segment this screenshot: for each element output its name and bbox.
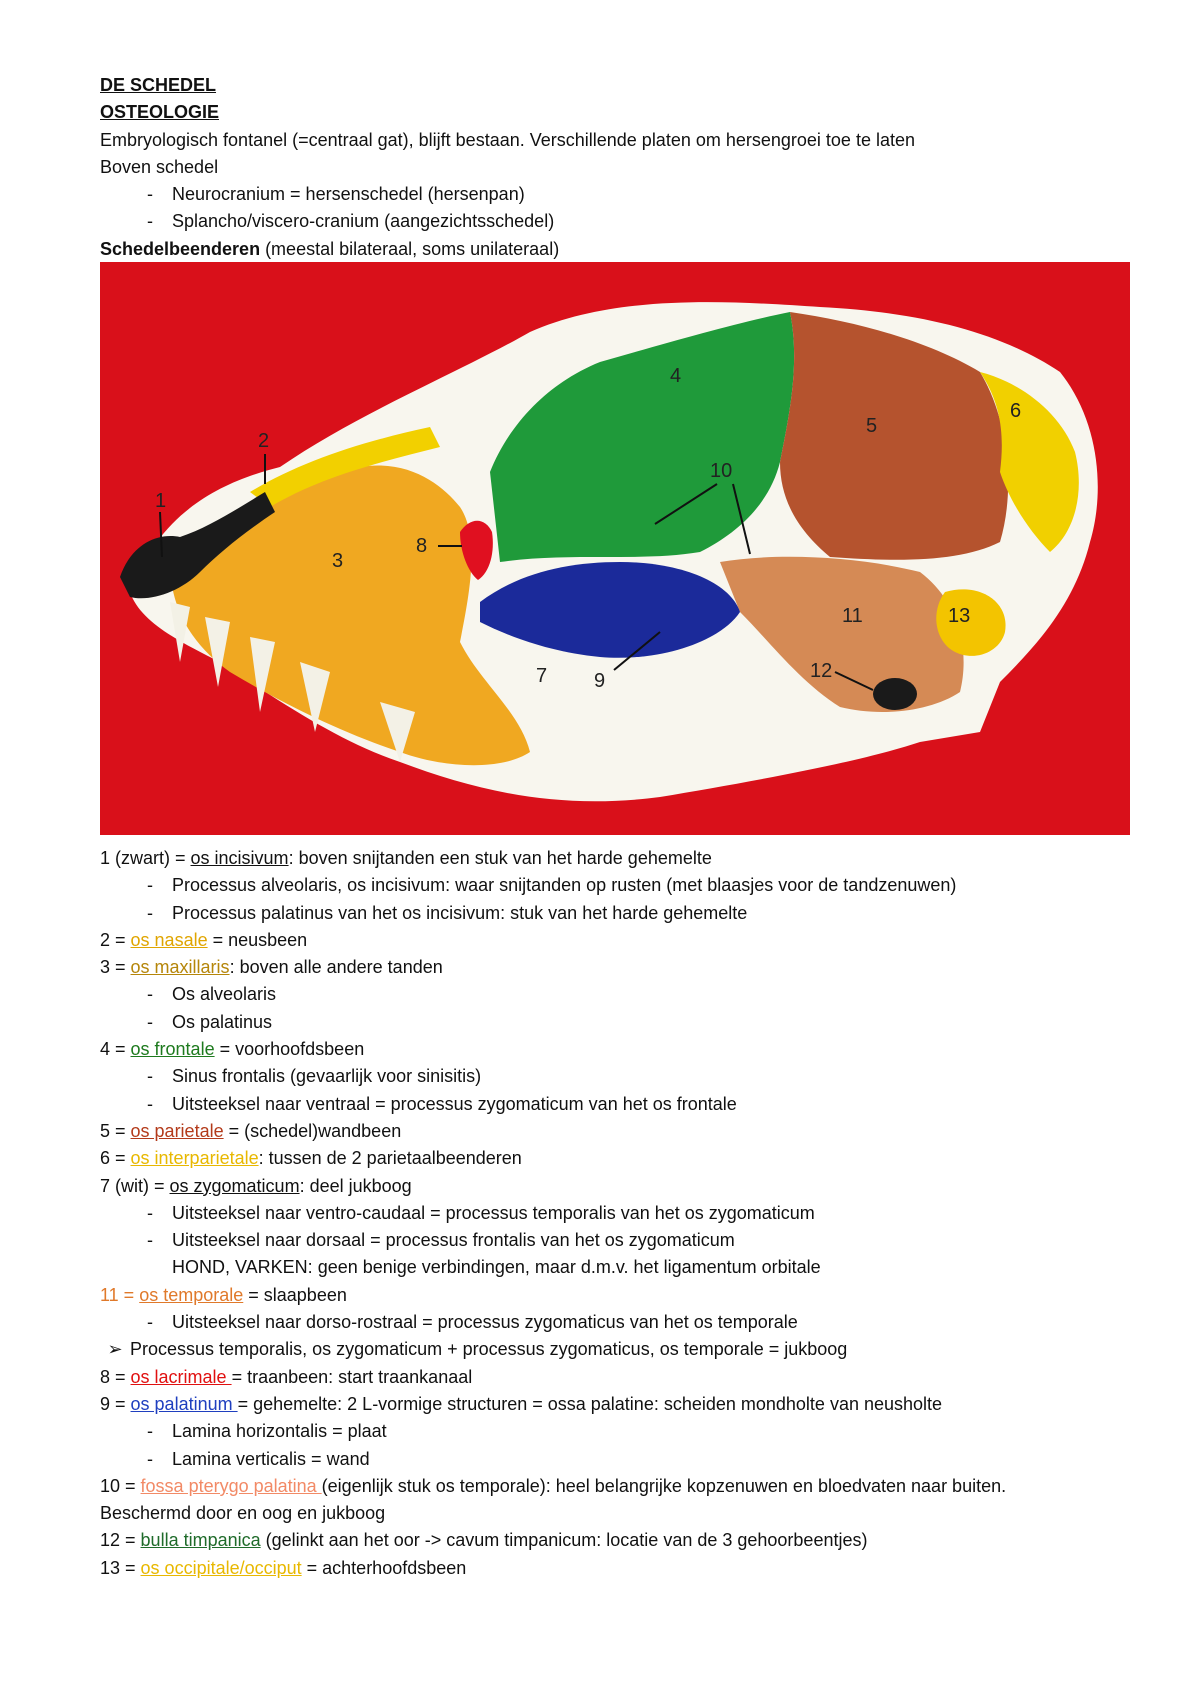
label-6: 6 bbox=[1010, 400, 1022, 422]
section-heading: Schedelbeenderen (meestal bilateraal, soms unilateraal) bbox=[100, 238, 560, 259]
label-9: 9 bbox=[594, 670, 606, 692]
item-7-sub-2: - Uitsteeksel naar dorsaal = processus frontalis van het os zygomaticum bbox=[147, 1230, 735, 1251]
item-9-sub-2: - Lamina verticalis = wand bbox=[147, 1448, 370, 1469]
arrow-bullet-icon: ➢ bbox=[107, 1339, 123, 1360]
label-12: 12 bbox=[810, 660, 833, 682]
label-10: 10 bbox=[710, 460, 733, 482]
item-1: 1 (zwart) = os incisivum: boven snijtanden een stuk van het harde gehemelte bbox=[100, 848, 712, 868]
item-4-sub-1: - Sinus frontalis (gevaarlijk voor sinisitis) bbox=[147, 1066, 482, 1087]
label-3: 3 bbox=[332, 550, 344, 572]
item-11-arrow-line: ➢ Processus temporalis, os zygomaticum + processus zygomaticus, os temporale = jukboog bbox=[100, 1336, 1160, 1363]
legend-block bbox=[100, 845, 1160, 1582]
item-4: 4 = os frontale = voorhoofdsbeen bbox=[100, 1039, 365, 1060]
label-2: 2 bbox=[258, 430, 270, 452]
item-12: 12 = bulla timpanica (gelinkt aan het oor -> cavum timpanicum: locatie van de 3 gehoorbeentjes) bbox=[100, 1530, 868, 1551]
item-5: 5 = os parietale = (schedel)wandbeen bbox=[100, 1120, 402, 1141]
bullet-splancho: - Splancho/viscero-cranium (aangezichtsschedel) bbox=[147, 211, 555, 232]
item-13: 13 = os occipitale/occiput = achterhoofdsbeen bbox=[100, 1557, 467, 1578]
label-4: 4 bbox=[670, 365, 682, 387]
bullet-neurocranium: - Neurocranium = hersenschedel (hersenpan) bbox=[147, 184, 525, 205]
doc-title: DE SCHEDEL bbox=[100, 75, 217, 95]
skull-figure bbox=[100, 262, 1130, 835]
item-9-sub-1: - Lamina horizontalis = plaat bbox=[147, 1421, 387, 1442]
label-11: 11 bbox=[842, 605, 863, 627]
label-7: 7 bbox=[536, 665, 548, 687]
item-1-sub-1: - Processus alveolaris, os incisivum: waar snijtanden op rusten (met blaasjes voor de tandzenuwen) bbox=[147, 875, 957, 896]
label-1: 1 bbox=[155, 490, 167, 512]
header-block bbox=[100, 72, 1160, 263]
item-11-sub-1: - Uitsteeksel naar dorso-rostraal = processus zygomaticus van het os temporale bbox=[147, 1312, 798, 1333]
item-10-cont: Beschermd door en oog en jukboog bbox=[100, 1503, 386, 1524]
item-6: 6 = os interparietale: tussen de 2 parietaalbeenderen bbox=[100, 1148, 522, 1169]
item-3-sub-1: - Os alveolaris bbox=[147, 984, 277, 1005]
item-1-sub-2: - Processus palatinus van het os incisivum: stuk van het harde gehemelte bbox=[147, 902, 748, 923]
item-8: 8 = os lacrimale = traanbeen: start traankanaal bbox=[100, 1366, 473, 1387]
bulla-region bbox=[873, 678, 917, 710]
item-11: 11 = os temporale = slaapbeen bbox=[100, 1284, 347, 1305]
label-5: 5 bbox=[866, 415, 878, 437]
label-8: 8 bbox=[416, 535, 428, 557]
label-13: 13 bbox=[948, 605, 971, 627]
item-7-sub-1: - Uitsteeksel naar ventro-caudaal = processus temporalis van het os zygomaticum bbox=[147, 1202, 815, 1223]
item-4-sub-2: - Uitsteeksel naar ventraal = processus zygomaticum van het os frontale bbox=[147, 1093, 737, 1114]
boven-schedel-line: Boven schedel bbox=[100, 156, 219, 177]
doc-subtitle: OSTEOLOGIE bbox=[100, 102, 220, 123]
item-2: 2 = os nasale = neusbeen bbox=[100, 929, 308, 950]
intro-line: Embryologisch fontanel (=centraal gat), blijft bestaan. Verschillende platen om hersengroei toe te laten bbox=[100, 129, 915, 150]
item-7-note: HOND, VARKEN: geen benige verbindingen, maar d.m.v. het ligamentum orbitale bbox=[172, 1257, 821, 1278]
item-9: 9 = os palatinum = gehemelte: 2 L-vormige structuren = ossa palatine: scheiden mondholte van neusholte bbox=[100, 1393, 943, 1414]
item-10: 10 = fossa pterygo palatina (eigenlijk stuk os temporale): heel belangrijke kopzenuwen en bloedvaten naar buiten. bbox=[100, 1475, 1007, 1496]
item-3: 3 = os maxillaris: boven alle andere tanden bbox=[100, 957, 443, 978]
item-3-sub-2: - Os palatinus bbox=[147, 1011, 273, 1032]
item-7: 7 (wit) = os zygomaticum: deel jukboog bbox=[100, 1175, 412, 1196]
